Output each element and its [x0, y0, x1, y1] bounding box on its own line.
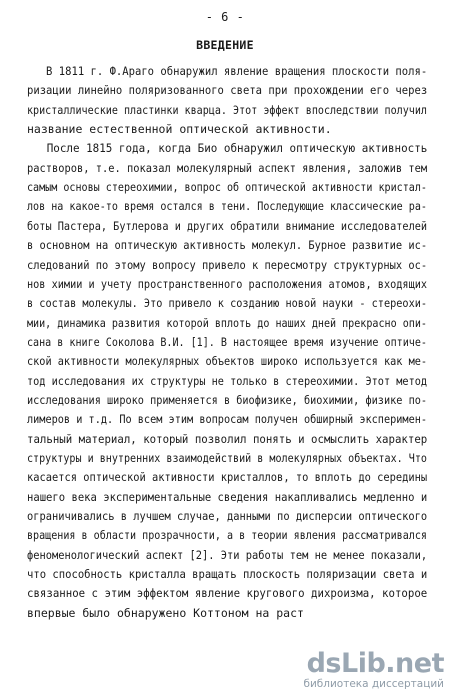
- text-line: лов на какое-то время остался в тени. Последующие классические ра-: [27, 199, 427, 214]
- text-line: что способность кристалла вращать плоскость поляризации света и: [27, 567, 428, 582]
- text-line: в основном на оптическую активность молекул. Бурное развитие ис-: [27, 238, 428, 253]
- text-line: название естественной оптической активности.: [27, 122, 332, 137]
- text-line: После 1815 года, когда Био обнаружил оптическую активность: [27, 141, 428, 156]
- text-line: сана в книге Соколова В.И. [1]. В настоящее время изучение оптиче-: [27, 334, 427, 349]
- text-line: боты Пастера, Бутлерова и других обратили внимание исследователей: [27, 218, 428, 233]
- section-heading: ВВЕДЕНИЕ: [196, 38, 254, 52]
- watermark-logo: dsLib.net: [306, 648, 444, 679]
- text-line: ской активности молекулярных объектов широко используется как ме-: [27, 354, 428, 369]
- text-line: связанное с этим эффектом явление кругового дихроизма, которое: [27, 586, 428, 601]
- text-line: касается оптической активности кристаллов, то вплоть до середины: [27, 470, 428, 485]
- page-number: - 6 -: [205, 10, 245, 24]
- text-line: вращения в области прозрачности, а в теории явления рассматривался: [27, 528, 427, 543]
- text-line: феноменологический аспект [2]. Эти работы тем не менее показали,: [27, 547, 428, 562]
- text-line: ограничивались в лучшем случае, данными по дисперсии оптического: [27, 509, 428, 524]
- text-line: структуры и внутренних взаимодействий в молекулярных объектах. Что: [27, 451, 427, 465]
- text-line: лимеров и т.д. По всем этим вопросам получен обширный эксперимен-: [27, 412, 428, 427]
- text-line: впервые было обнаружено Коттоном на раст: [27, 605, 304, 620]
- text-line: в состав молекулы. Это привело к созданию новой науки - стереохи-: [27, 296, 428, 311]
- text-line: кристаллические пластинки кварца. Этот эффект впоследствии получил: [27, 102, 427, 117]
- watermark-subtitle: библиотека диссертаций: [303, 678, 444, 690]
- text-line: нов химии и учету пространственного расположения атомов, входящих: [27, 276, 428, 291]
- watermark: [304, 650, 444, 692]
- text-line: нашего века экспериментальные сведения накапливались медленно и: [27, 489, 428, 504]
- text-line: следований по этому вопросу привело к пересмотру структурных ос-: [27, 257, 428, 272]
- text-line: ризации линейно поляризованного света при прохождении его через: [27, 83, 428, 98]
- text-line: тод исследования их структуры не только в стереохимии. Этот метод: [27, 373, 428, 388]
- text-line: мии, динамика развития которой вплоть до наших дней прекрасно опи-: [27, 315, 427, 330]
- text-line: самым основы стереохимии, вопрос об оптической активности кристал-: [27, 180, 427, 195]
- text-line: тальный материал, который позволил понять и осмыслить характер: [27, 431, 428, 446]
- text-line: В 1811 г. Ф.Араго обнаружил явление вращения плоскости поля-: [27, 64, 428, 78]
- text-line: исследования широко применяется в биофизике, биохимии, физике по-: [27, 392, 428, 407]
- text-line: растворов, т.е. показал молекулярный аспект явления, заложив тем: [27, 160, 428, 175]
